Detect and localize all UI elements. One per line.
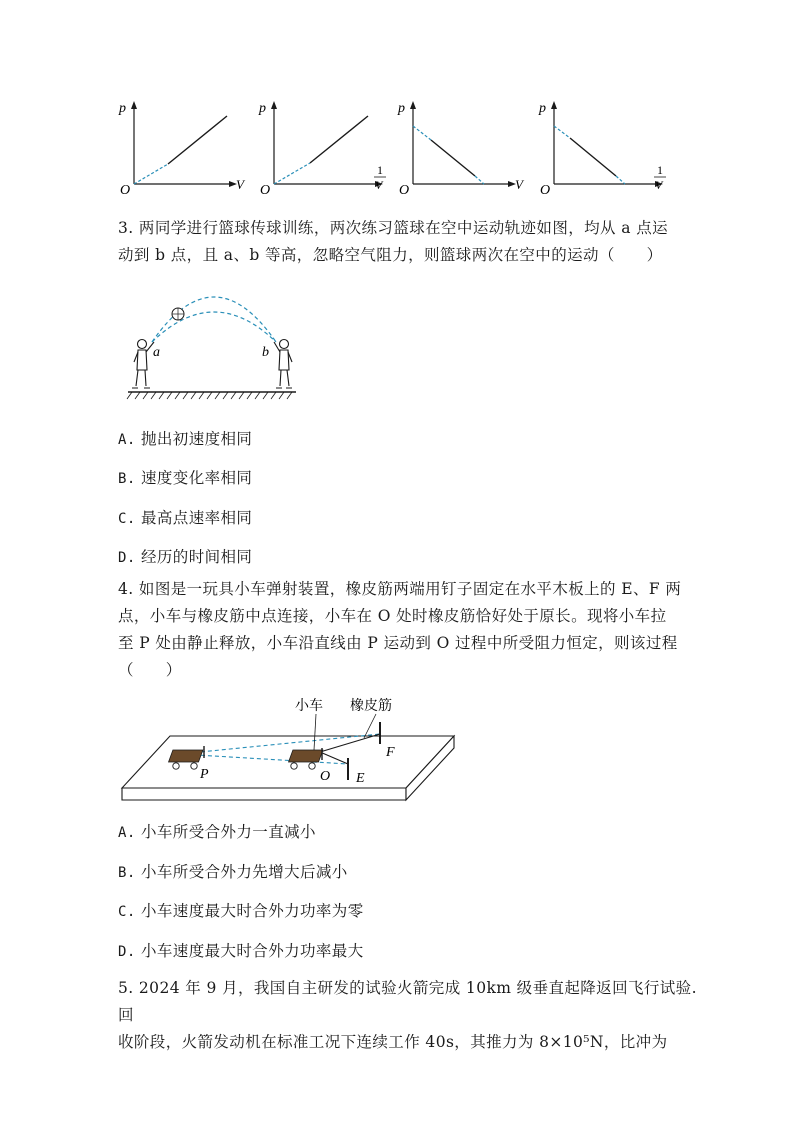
label-rubber-band: 橡皮筋 bbox=[350, 698, 392, 714]
label-a: a bbox=[153, 345, 160, 360]
label-car: 小车 bbox=[295, 698, 323, 714]
graph-2-x-label bbox=[374, 163, 386, 192]
q4-stem-line-3: 至 P 处由静止释放，小车沿直线由 P 运动到 O 过程中所受阻力恒定，则该过程 bbox=[118, 634, 678, 652]
q3-stem-line-2: 动到 b 点，且 a、b 等高，忽略空气阻力，则篮球两次在空中的运动（ ） bbox=[118, 246, 663, 264]
graph-1-x-label: V bbox=[236, 177, 244, 192]
label-p: P bbox=[200, 767, 209, 782]
high-trajectory bbox=[152, 297, 276, 342]
graph-4-axis-p: p bbox=[539, 101, 546, 116]
svg-text:1: 1 bbox=[377, 163, 383, 177]
q5-stem-line-1: 5. 2024 年 9 月，我国自主研发的试验火箭完成 10km 级垂直起降返回飞行试验. 回 bbox=[118, 979, 697, 1024]
graph-3 bbox=[397, 101, 525, 198]
q3-option-d[interactable]: D. 经历的时间相同 bbox=[118, 548, 253, 566]
graph-4-dashed-top bbox=[554, 126, 570, 138]
graph-3-dashed-top bbox=[413, 126, 431, 140]
svg-text:V: V bbox=[375, 178, 383, 192]
q4-option-a[interactable]: A. 小车所受合外力一直减小 bbox=[118, 823, 316, 841]
q3-stem-line-1: 3. 两同学进行篮球传球训练，两次练习篮球在空中运动轨迹如图，均从 a 点运 bbox=[118, 219, 669, 237]
graph-3-dashed-bottom bbox=[475, 176, 484, 184]
q4-stem-line-1: 4. 如图是一玩具小车弹射装置，橡皮筋两端用钉子固定在水平木板上的 E、F 两 bbox=[118, 580, 682, 598]
graph-4 bbox=[538, 101, 666, 198]
graph-2-origin: O bbox=[260, 183, 271, 198]
graph-2-axis-p: p bbox=[259, 101, 266, 116]
person-b-icon bbox=[274, 340, 292, 389]
graph-1 bbox=[118, 101, 246, 198]
q3-option-c[interactable]: C. 最高点速率相同 bbox=[118, 509, 253, 527]
label-o: O bbox=[320, 769, 331, 784]
graph-3-line bbox=[431, 140, 475, 176]
q3-basketball-figure bbox=[126, 272, 302, 408]
band-label-pointer bbox=[364, 714, 376, 738]
graph-3-axis-p: p bbox=[398, 101, 405, 116]
graph-3-origin: O bbox=[399, 183, 410, 198]
q4-stem-line-4: （ ） bbox=[118, 661, 182, 679]
label-b: b bbox=[262, 345, 269, 360]
graph-4-line bbox=[570, 138, 616, 176]
label-e: E bbox=[356, 771, 365, 786]
graph-1-origin: O bbox=[120, 183, 131, 198]
basketball-icon bbox=[172, 308, 184, 320]
pv-graphs bbox=[110, 92, 680, 198]
person-a-icon bbox=[132, 340, 154, 389]
q4-toy-car-figure bbox=[120, 692, 456, 802]
q3-stem bbox=[118, 215, 698, 269]
graph-2-dashed-extension bbox=[274, 163, 310, 184]
q3-option-b[interactable]: B. 速度变化率相同 bbox=[118, 469, 253, 487]
ground bbox=[127, 392, 296, 399]
graph-2-line bbox=[310, 116, 368, 163]
svg-text:1: 1 bbox=[657, 163, 663, 177]
label-f: F bbox=[386, 745, 395, 760]
graph-2 bbox=[258, 101, 386, 198]
q5-stem-line-2: 收阶段，火箭发动机在标准工况下连续工作 40s，其推力为 8×10⁵N，比冲为 bbox=[118, 1033, 668, 1051]
q3-option-a[interactable]: A. 抛出初速度相同 bbox=[118, 430, 253, 448]
svg-text:V: V bbox=[655, 178, 663, 192]
q4-stem-line-2: 点，小车与橡皮筋中点连接，小车在 O 处时橡皮筋恰好处于原长。现将小车拉 bbox=[118, 607, 667, 625]
q4-option-c[interactable]: C. 小车速度最大时合外力功率为零 bbox=[118, 902, 364, 920]
low-trajectory bbox=[152, 312, 276, 342]
q4-stem bbox=[118, 576, 698, 684]
graph-1-dashed-extension bbox=[134, 164, 168, 184]
q4-option-d[interactable]: D. 小车速度最大时合外力功率最大 bbox=[118, 942, 364, 960]
graph-1-line bbox=[168, 116, 227, 164]
q5-stem bbox=[118, 975, 698, 1056]
graph-4-origin: O bbox=[540, 183, 551, 198]
wooden-board bbox=[122, 736, 454, 800]
graph-4-dashed-bottom bbox=[616, 176, 625, 184]
graph-1-axis-p: p bbox=[119, 101, 126, 116]
graph-3-x-label: V bbox=[515, 177, 523, 192]
q4-option-b[interactable]: B. 小车所受合外力先增大后减小 bbox=[118, 863, 348, 881]
graph-4-x-label bbox=[654, 163, 666, 192]
